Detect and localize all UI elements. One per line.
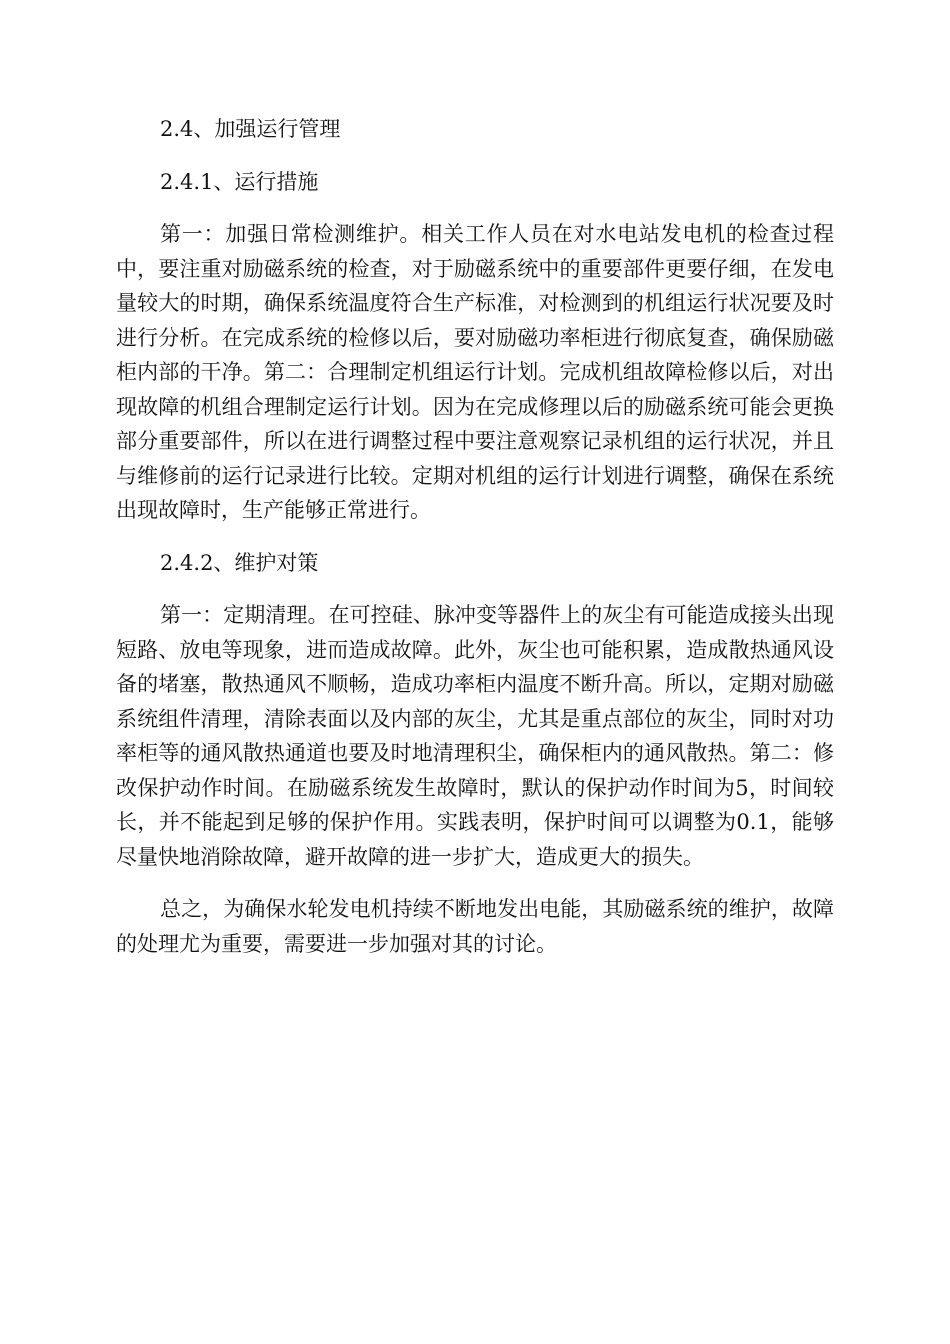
paragraph-maintenance-countermeasures: 第一：定期清理。在可控硅、脉冲变等器件上的灰尘有可能造成接头出现短路、放电等现象，进而造成故障。此外，灰尘也可能积累，造成散热通风设备的堵塞，散热通风不顺畅，造成功率柜内温度不断升高。所以，定期对励磁系统组件清理，清除表面以及内部的灰尘，尤其是重点部位的灰尘，同时对功率柜等的通风散热通道也要及时地清理积尘，确保柜内的通风散热。第二：修改保护动作时间。在励磁系统发生故障时，默认的保护动作时间为5，时间较长，并不能起到足够的保护作用。实践表明，保护时间可以调整为0.1，能够尽量快地消除故障，避开故障的进一步扩大，造成更大的损失。 — [116, 603, 834, 869]
section-heading-2-4-2: 2.4.2、维护对策 — [160, 550, 319, 575]
section-heading-2-4: 2.4、加强运行管理 — [160, 117, 341, 141]
document-body — [116, 112, 834, 979]
section-heading-2-4-1: 2.4.1、运行措施 — [160, 169, 319, 194]
paragraph-operation-measures: 第一：加强日常检测维护。相关工作人员在对水电站发电机的检查过程中，要注重对励磁系统的检查，对于励磁系统中的重要部件更要仔细，在发电量较大的时期，确保系统温度符合生产标准，对检测到的机组运行状况要及时进行分析。在完成系统的检修以后，要对励磁功率柜进行彻底复查，确保励磁柜内部的干净。第二：合理制定机组运行计划。完成机组故障检修以后，对出现故障的机组合理制定运行计划。因为在完成修理以后的励磁系统可能会更换部分重要部件，所以在进行调整过程中要注意观察记录机组的运行状况，并且与维修前的运行记录进行比较。定期对机组的运行计划进行调整，确保在系统出现故障时，生产能够正常进行。 — [116, 222, 834, 522]
paragraph-conclusion: 总之，为确保水轮发电机持续不断地发出电能，其励磁系统的维护，故障的处理尤为重要，需要进一步加强对其的讨论。 — [116, 897, 834, 956]
